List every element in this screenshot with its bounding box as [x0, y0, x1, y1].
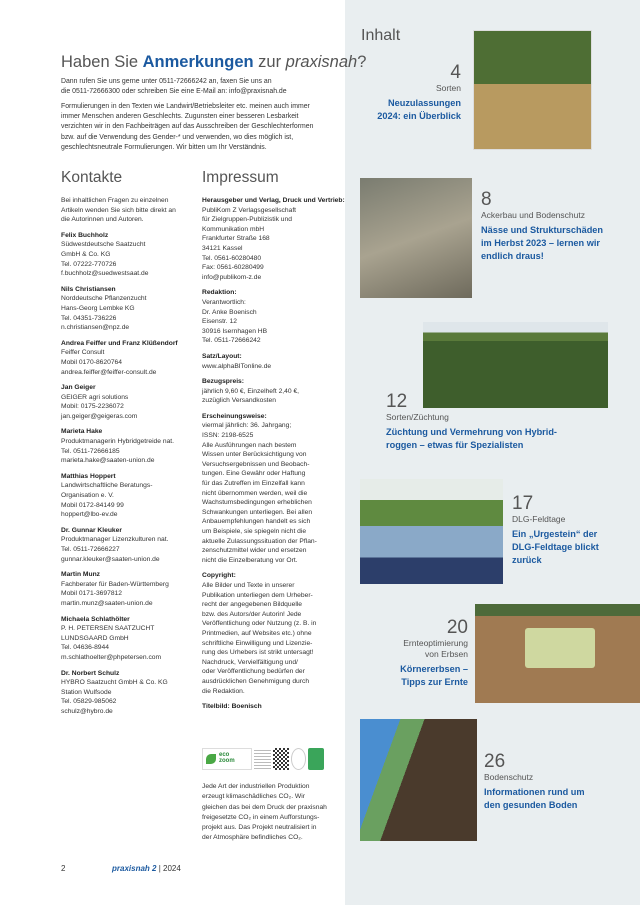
entry-line: schriftliche Einwilligung und Lizenzie-	[202, 639, 313, 647]
text-line: Züchtung und Vermehrung von Hybrid-	[386, 427, 557, 437]
entry-line: Mobil: 0175-2236072	[61, 403, 124, 411]
text-line: die Autorinnen und Autoren.	[61, 216, 144, 224]
entry-line: aktuelle Zulassungssituation der Pflan-	[202, 537, 317, 545]
entry-name: Herausgeber und Verlag, Druck und Vertrieb:	[202, 197, 345, 204]
combine-harvester	[525, 628, 595, 668]
contacts	[61, 231, 201, 717]
toc-title	[356, 97, 461, 123]
entry-line: 30916 Isernhagen HB	[202, 327, 268, 335]
entry-line: PubliKom Z Verlagsgesellschaft	[202, 206, 297, 214]
toc-title	[386, 426, 636, 452]
text-line: projekt aus. Das Projekt neutralisiert in	[202, 824, 317, 832]
entry-line: Dr. Anke Boenisch	[202, 308, 257, 316]
entry-line: Hans-Georg Lembke KG	[61, 304, 135, 312]
entry-line: Tel. 04351-736226	[61, 314, 117, 322]
toc-item-17[interactable]: 17 DLG-Feldtage Ein „Urgestein“ der DLG-Feldtage blickt zurück	[512, 494, 637, 567]
text-line: Jede Art der industriellen Produktion	[202, 783, 310, 790]
entry-line: Wachstumsbedingungen erheblichen	[202, 499, 312, 507]
entry-line: Produktmanagerin Hybridgetreide nat.	[61, 438, 175, 446]
text-line: Informationen rund um	[484, 787, 585, 797]
entry-block	[61, 669, 201, 717]
entry-line: Fax: 0561-60280499	[202, 264, 264, 272]
entry-line: rung des Urhebers ist strikt untersagt!	[202, 649, 314, 657]
entry-name: Martin Munz	[61, 571, 101, 579]
entry-line: LUNDSGAARD GmbH	[61, 634, 129, 642]
entry-line: Tel. 0511-72666227	[61, 546, 120, 553]
article-image-soil[interactable]	[360, 719, 477, 841]
entry-line: nicht die Einzelberatung vor Ort.	[202, 556, 298, 564]
entry-block	[61, 339, 201, 377]
entry-line: Eisenstr. 12	[202, 318, 237, 326]
article-image-combine[interactable]	[475, 604, 640, 703]
entry-block	[202, 412, 342, 566]
entry-line: 34121 Kassel	[202, 244, 243, 252]
eco-zoom-badges	[202, 748, 324, 770]
entry-block	[61, 615, 201, 663]
impressum-list	[202, 196, 345, 718]
entry-line: info@publikom-z.de	[202, 273, 262, 281]
entry-name: Jan Geiger	[61, 384, 96, 392]
text-line: freigesetzte CO₂ in einem Aufforstungs-	[202, 813, 320, 821]
text-line: Ein „Urgestein“ der	[512, 529, 598, 539]
entry-line: zenschutzmittel wider und ersetzen	[202, 547, 307, 555]
text-line: 2024: ein Überblick	[377, 111, 461, 121]
entry-line: ausdrücklichen Genehmigung durch	[202, 677, 310, 685]
entry-block	[202, 352, 342, 371]
entry-block	[61, 526, 201, 564]
entry-line: um Beispiele, sie spiegeln nicht die	[202, 528, 307, 535]
entry-line: Verantwortlich:	[202, 298, 246, 306]
entry-name: Erscheinungsweise:	[202, 412, 267, 420]
entry-line: Veröffentlichung oder Nutzung (z. B. in	[202, 620, 317, 628]
entry-line: www.alphaBITonline.de	[202, 362, 272, 370]
entry-line: Tel. 0511-72666185	[61, 447, 120, 455]
entry-line: Tel. 04636-8944	[61, 644, 109, 652]
text-line: Körnererbsen –	[400, 664, 468, 674]
text-line: erzeugt klimaschädliches CO₂. Wir	[202, 793, 305, 801]
text-line: gleichen das bei dem Druck der praxisnah	[202, 803, 327, 811]
toc-title	[481, 224, 636, 263]
entry-block	[61, 285, 201, 333]
entry-line: oder Veröffentlichung bedürfen der	[202, 668, 305, 676]
text-line: Formulierungen in den Texten wie Landwirt/Betriebsleiter etc. meinen auch immer	[61, 103, 310, 110]
text-line: Bei inhaltlichen Fragen zu einzelnen	[61, 197, 169, 204]
entry-line: tungen. Eine Gewähr oder Haftung	[202, 470, 306, 478]
text-line: Dann rufen Sie uns gerne unter 0511-72666242 an, faxen Sie uns an	[61, 78, 272, 85]
entry-line: GmbH & Co. KG	[61, 250, 111, 258]
toc-item-12[interactable]: 12 Sorten/Züchtung Züchtung und Vermehrung von Hybrid- roggen – etwas für Spezialisten	[386, 392, 636, 452]
toc-item-8[interactable]: 8 Ackerbau und Bodenschutz Nässe und Strukturschäden im Herbst 2023 – lernen wir endlich draus!	[481, 190, 636, 263]
impressum-title: Impressum	[202, 169, 279, 186]
entry-name: Michaela Schlathölter	[61, 615, 130, 623]
entry-line: viermal jährlich: 36. Jahrgang;	[202, 422, 292, 430]
gender-note	[61, 102, 313, 153]
entry-line: P. H. PETERSEN SAATZUCHT	[61, 625, 155, 633]
entry-name: Bezugspreis:	[202, 378, 244, 386]
entry-name: Satz/Layout:	[202, 352, 242, 360]
entry-line: m.schlathoelter@phpetersen.com	[61, 653, 162, 661]
kontakte-title: Kontakte	[61, 169, 123, 186]
entry-block	[61, 472, 201, 520]
entry-line: HYBRO Saatzucht GmbH & Co. KG	[61, 679, 168, 687]
entry-line: GEIGER agri solutions	[61, 393, 129, 401]
entry-block	[202, 196, 345, 282]
toc-title	[484, 786, 634, 812]
entry-line: Wissen unter Berücksichtigung von	[202, 451, 307, 459]
eco-text	[202, 782, 327, 844]
entry-line: Südwestdeutsche Saatzucht	[61, 241, 146, 249]
toc-item-20[interactable]: 20 Ernteoptimierung von Erbsen Körnererbsen – Tipps zur Ernte	[366, 618, 468, 689]
entry-line: schulz@hybro.de	[61, 707, 113, 715]
entry-block	[202, 377, 342, 406]
text-line: im Herbst 2023 – lernen wir	[481, 238, 600, 248]
entry-line: Printmedien, auf Websites etc.) ohne	[202, 629, 312, 637]
entry-line: nicht übernommen werden, weil die	[202, 489, 308, 497]
text-line: verzichten wir in den Fachbeiträgen auf das Ausschreiben der Geschlechterformen	[61, 123, 314, 131]
text-line: der Atmosphäre befindliches CO₂.	[202, 834, 303, 842]
entry-block	[61, 570, 201, 608]
text-line: geschlechtsneutrale Formulierungen. Wir bitten um Ihr Verständnis.	[61, 143, 267, 151]
text-line: immer Menschen anderen Geschlechts. Zugunsten einer besseren Lesbarkeit	[61, 113, 299, 121]
entry-line: Versuchsergebnissen und Beobach-	[202, 460, 310, 468]
entry-block	[61, 383, 201, 421]
entry-line: zuzüglich Versandkosten	[202, 397, 276, 405]
entry-name: Marieta Hake	[61, 428, 103, 436]
text-line: endlich draus!	[481, 251, 544, 261]
entry-line: Produktmanager Lizenzkulturen nat.	[61, 536, 169, 544]
inhalt-title: Inhalt	[361, 27, 401, 44]
entry-block	[61, 231, 201, 279]
entry-line: marieta.hake@saaten-union.de	[61, 457, 155, 465]
leaf-icon	[206, 754, 216, 764]
entry-line: andrea.feiffer@feiffer-consult.de	[61, 368, 157, 376]
entry-name: Nils Christiansen	[61, 285, 116, 293]
entry-line: f.buchholz@suedwestsaat.de	[61, 270, 149, 278]
entry-line: Nachdruck, Vervielfältigung und/	[202, 658, 298, 666]
entry-block	[202, 571, 342, 696]
text-line: Tipps zur Ernte	[401, 677, 468, 687]
text-line: bzw. auf die Verwendung des Gender-* und verwenden, wo dies möglich ist,	[61, 133, 294, 141]
entry-line: für Zielgruppen-Publizistik und	[202, 216, 292, 224]
eco-zoom-logo: eco zoom	[202, 748, 252, 770]
entry-line: Feiffer Consult	[61, 349, 105, 357]
entry-line: martin.munz@saaten-union.de	[61, 599, 153, 607]
footer-brand: praxisnah 2 | 2024	[112, 864, 181, 873]
entry-line: Tel. 0561-60280480	[202, 254, 262, 262]
entry-line: Tel. 0511-72666242	[202, 337, 261, 345]
text-line: DLG-Feldtage blickt	[512, 542, 599, 552]
entry-line: recht der angegebenen Bildquelle	[202, 601, 303, 609]
entry-line: Tel. 05829-985062	[61, 698, 117, 706]
entry-line: n.christiansen@npz.de	[61, 324, 130, 332]
article-image-dlg-people[interactable]	[360, 479, 503, 584]
kontakte-intro	[61, 196, 201, 225]
kontakte-list	[61, 196, 201, 723]
toc-title	[512, 528, 637, 567]
check-badge-icon	[308, 748, 324, 770]
seal-icon	[291, 748, 306, 770]
entry-line: gunnar.kleuker@saaten-union.de	[61, 555, 160, 563]
article-image-wet-soil[interactable]	[360, 178, 472, 298]
entry-block	[202, 702, 342, 712]
text-line: zurück	[512, 555, 542, 565]
entry-line: Alle Bilder und Texte in unserer	[202, 581, 295, 589]
entry-line: jährlich 9,60 €, Einzelheft 2,40 €,	[202, 387, 300, 395]
entry-line: Tel. 07222-770726	[61, 260, 117, 268]
entry-line: Mobil 0172-84149 99	[61, 501, 124, 509]
entry-line: Mobil 0170-8620764	[61, 358, 122, 366]
entry-line: jan.geiger@geigeras.com	[61, 412, 138, 420]
impressum-sections	[202, 196, 345, 712]
toc-item-26[interactable]: 26 Bodenschutz Informationen rund um den gesunden Boden	[484, 752, 634, 812]
entry-line: Publikation unterliegen dem Urheber-	[202, 591, 313, 599]
entry-name: Redaktion:	[202, 289, 237, 297]
text-line: roggen – etwas für Spezialisten	[386, 440, 524, 450]
entry-line: Station Wulfsode	[61, 688, 112, 696]
info-text-block	[254, 748, 270, 770]
entry-line: Frankfurter Straße 168	[202, 235, 270, 243]
entry-line: hoppert@lbo-ev.de	[61, 511, 118, 519]
text-line: Nässe und Strukturschäden	[481, 225, 604, 235]
page-heading: Haben Sie Anmerkungen zur praxisnah?	[61, 53, 367, 71]
entry-name: Copyright:	[202, 572, 236, 580]
entry-line: Anbauempfehlungen handelt es sich	[202, 518, 311, 526]
article-image-field-plots[interactable]	[473, 30, 592, 150]
entry-line: Landwirtschaftliche Beratungs-	[61, 482, 153, 490]
entry-name: Felix Buchholz	[61, 231, 109, 239]
entry-name: Andrea Feiffer und Franz Klüßendorf	[61, 339, 178, 347]
entry-line: ISSN: 2198-6525	[202, 432, 254, 440]
entry-name: Dr. Gunnar Kleuker	[61, 526, 122, 534]
entry-block	[202, 288, 342, 346]
entry-block	[61, 427, 201, 465]
entry-line: Mobil 0171-3697812	[61, 590, 122, 598]
entry-line: Organisation e. V.	[61, 492, 114, 500]
toc-item-4[interactable]: 4 Sorten Neuzulassungen 2024: ein Überblick	[356, 63, 461, 123]
text-line: den gesunden Boden	[484, 800, 578, 810]
entry-line: für das Zutreffen im Einzelfall kann	[202, 480, 305, 488]
entry-name: Matthias Hoppert	[61, 472, 116, 480]
entry-line: die Redaktion.	[202, 687, 245, 695]
entry-line: bzw. des Autors/der Autorin! Jede	[202, 610, 302, 618]
text-line: Artikeln wenden Sie sich bitte direkt an	[61, 206, 176, 214]
entry-line: Fachberater für Baden-Württemberg	[61, 580, 169, 588]
text-line: die 0511-72666300 oder schreiben Sie eine E-Mail an: info@praxisnah.de	[61, 88, 287, 96]
entry-line: Kommunikation mbH	[202, 225, 265, 233]
qr-code-icon	[273, 748, 289, 770]
toc-title	[366, 663, 468, 689]
entry-line: Schwankungen unterliegen. Bei allen	[202, 508, 313, 516]
entry-line: Norddeutsche Pflanzenzucht	[61, 295, 147, 303]
entry-line: Alle Ausführungen nach bestem	[202, 441, 297, 449]
intro-text	[61, 77, 287, 97]
page-number: 2	[61, 864, 66, 873]
text-line: Neuzulassungen	[387, 98, 461, 108]
entry-name: Dr. Norbert Schulz	[61, 669, 120, 677]
entry-name: Titelbild: Boenisch	[202, 703, 262, 711]
